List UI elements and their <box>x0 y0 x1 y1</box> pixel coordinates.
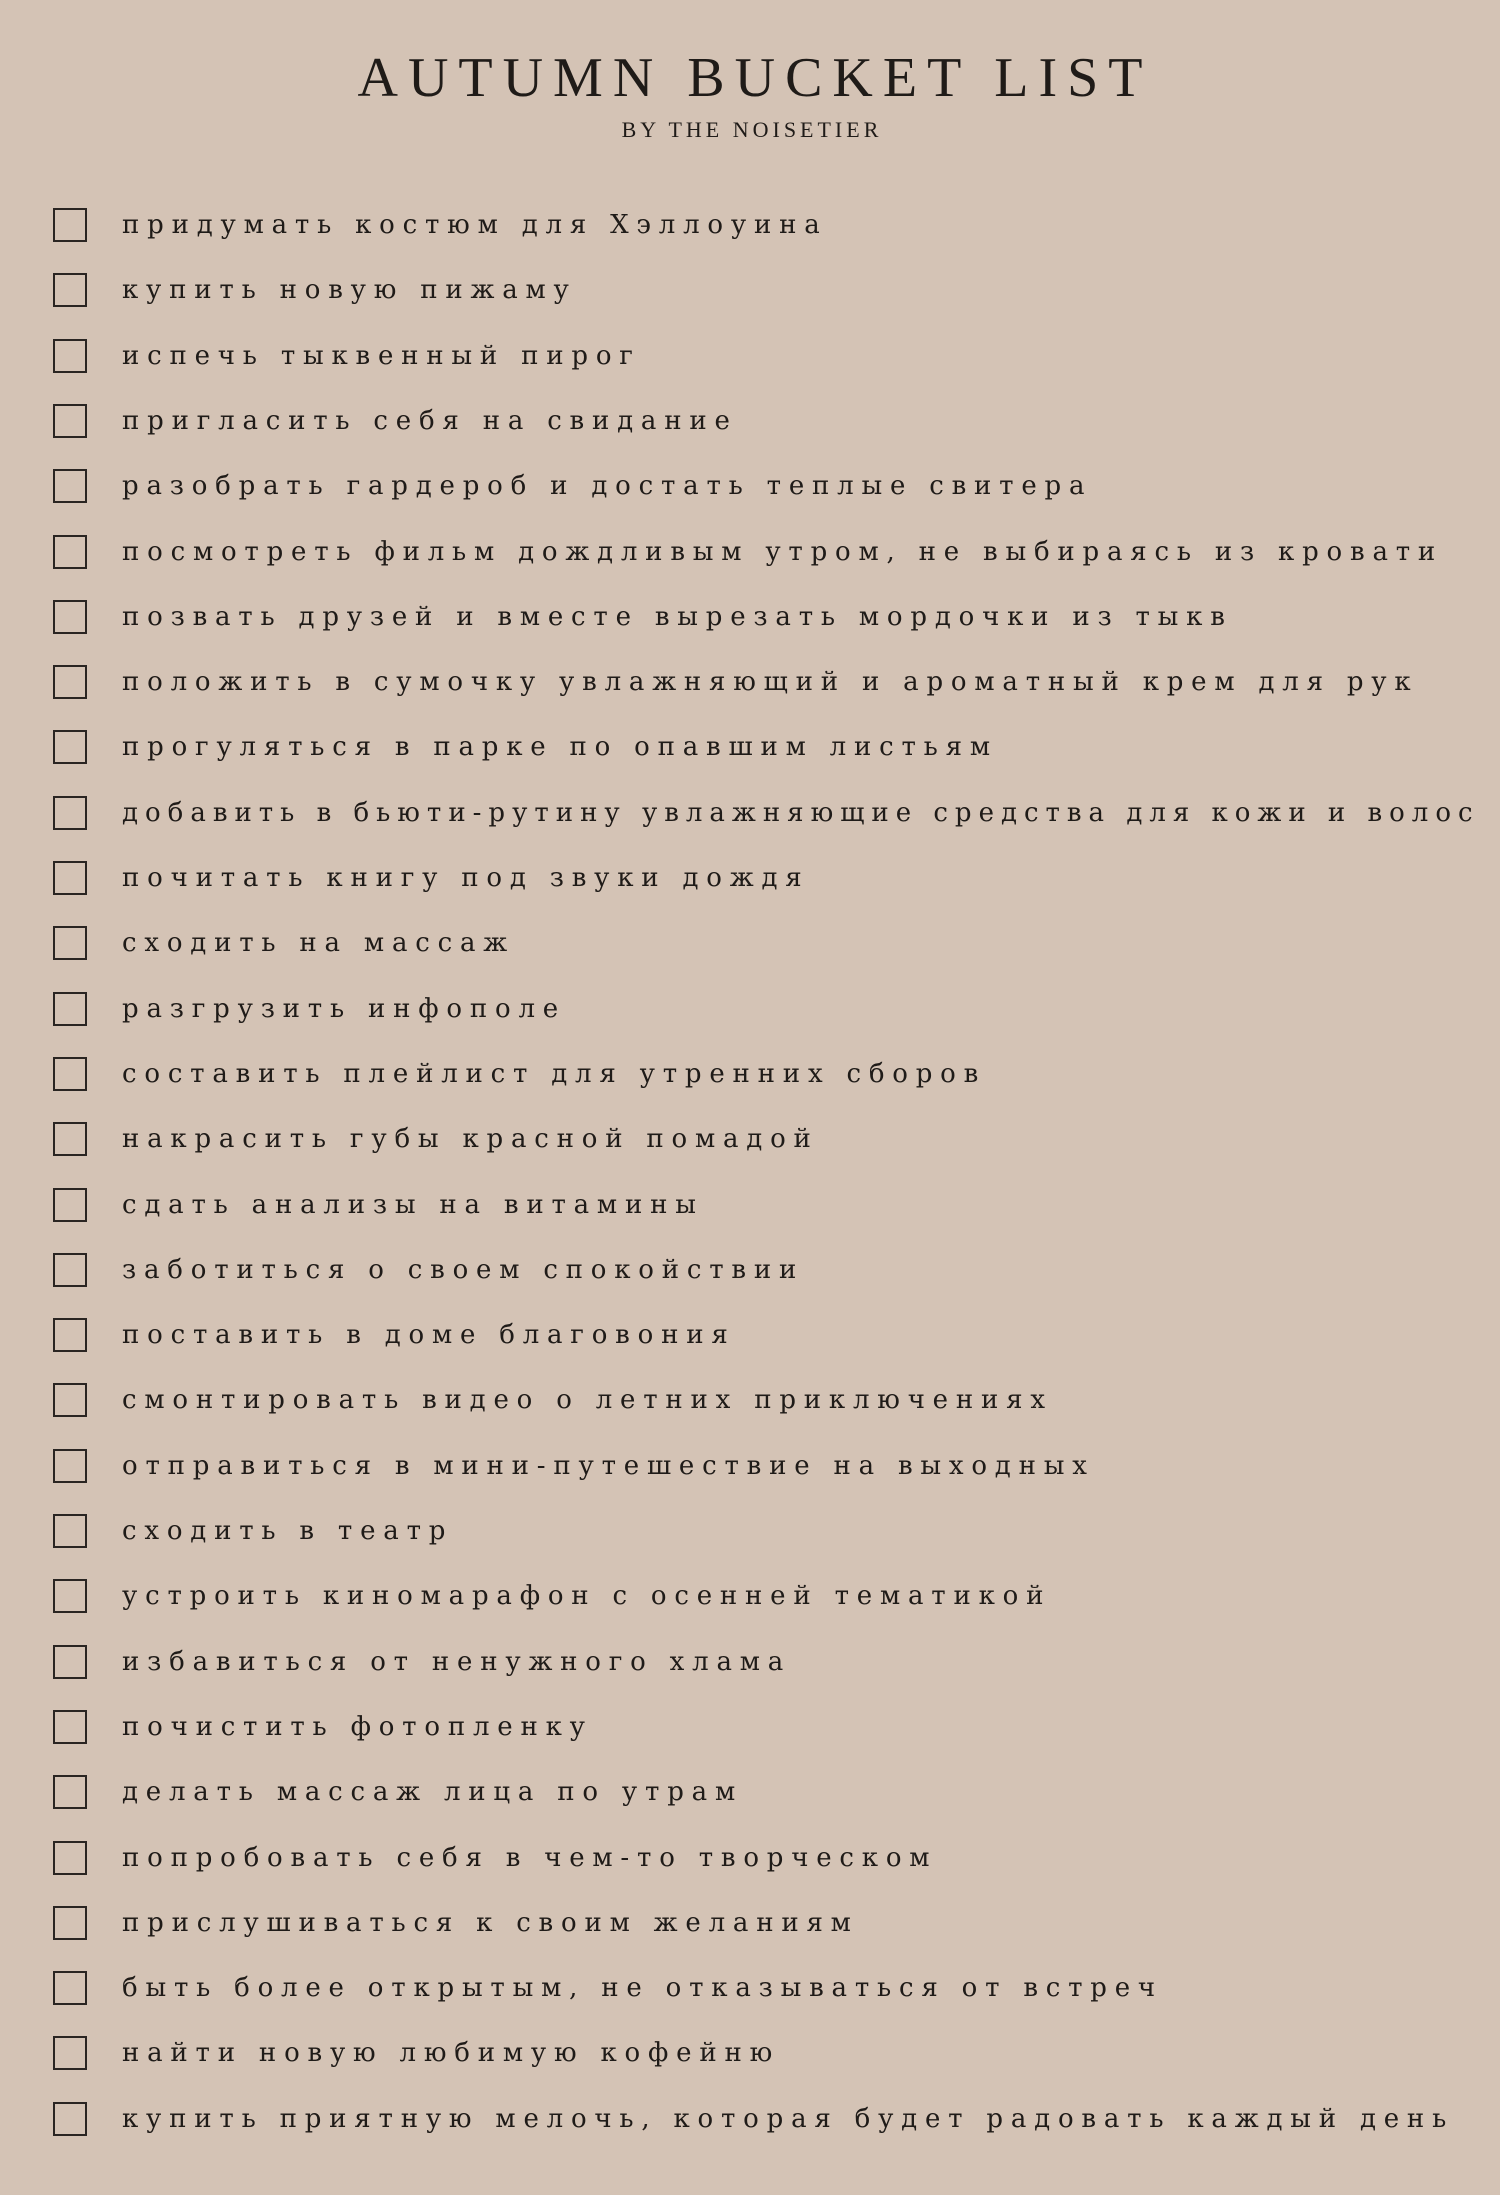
checkbox[interactable] <box>53 1449 87 1483</box>
checkbox[interactable] <box>53 1841 87 1875</box>
checklist-item-label: поставить в доме благовония <box>122 1320 736 1351</box>
checklist-item <box>0 402 1500 446</box>
checklist-item <box>0 1773 1500 1817</box>
checklist-item-label: испечь тыквенный пирог <box>122 340 641 371</box>
checkbox[interactable] <box>53 273 87 307</box>
checkbox[interactable] <box>53 1514 87 1548</box>
checkbox[interactable] <box>53 796 87 830</box>
checklist-item <box>0 1055 1500 1099</box>
checkbox[interactable] <box>53 926 87 960</box>
checkbox[interactable] <box>53 535 87 569</box>
checklist-item-label: сдать анализы на витамины <box>122 1189 704 1220</box>
checkbox[interactable] <box>53 1057 87 1091</box>
checkbox[interactable] <box>53 1253 87 1287</box>
checklist-item-label: придумать костюм для Хэллоуина <box>122 210 828 240</box>
checklist-item <box>0 206 1500 250</box>
checkbox[interactable] <box>53 665 87 699</box>
checklist-item-label: отправиться в мини-путешествие на выходных <box>122 1450 1095 1481</box>
checklist-item-label: разобрать гардероб и достать теплые свитера <box>122 471 1093 502</box>
checklist-item-label: прогуляться в парке по опавшим листьям <box>122 732 998 763</box>
page-subtitle: BY THE NOISETIER <box>621 117 883 142</box>
checkbox[interactable] <box>53 1188 87 1222</box>
checkbox[interactable] <box>53 600 87 634</box>
page-title: AUTUMN BUCKET LIST <box>357 47 1153 109</box>
checkbox[interactable] <box>53 1383 87 1417</box>
checklist-item <box>0 533 1500 577</box>
checkbox[interactable] <box>53 404 87 438</box>
checklist-item-label: заботиться о своем спокойствии <box>122 1254 805 1285</box>
checklist-item-label: почитать книгу под звуки дождя <box>122 863 810 893</box>
checklist-item-label: смонтировать видео о летних приключениях <box>122 1385 1053 1416</box>
checkbox[interactable] <box>53 861 87 895</box>
checklist-item <box>0 1120 1500 1164</box>
checklist-item <box>0 1251 1500 1295</box>
checkbox[interactable] <box>53 1122 87 1156</box>
checklist-item <box>0 663 1500 707</box>
checkbox[interactable] <box>53 2036 87 2070</box>
checkbox[interactable] <box>53 2102 87 2136</box>
checklist-item-label: позвать друзей и вместе вырезать мордочки из тыкв <box>122 601 1233 632</box>
checkbox[interactable] <box>53 339 87 373</box>
checkbox[interactable] <box>53 208 87 242</box>
checklist-item-label: найти новую любимую кофейню <box>122 2038 781 2069</box>
checklist-item-label: сходить в театр <box>122 1516 454 1546</box>
checklist-item <box>0 1512 1500 1556</box>
checklist-item <box>0 1904 1500 1948</box>
checklist-item <box>0 990 1500 1034</box>
checklist-item <box>0 598 1500 642</box>
checklist-item <box>0 2034 1500 2078</box>
checkbox[interactable] <box>53 730 87 764</box>
checklist-item-label: добавить в бьюти-рутину увлажняющие средства для кожи и волос <box>122 797 1480 828</box>
checklist-item <box>0 2100 1500 2144</box>
checklist-item <box>0 467 1500 511</box>
checkbox[interactable] <box>53 469 87 503</box>
checklist-item <box>0 1381 1500 1425</box>
checklist-item-label: накрасить губы красной помадой <box>122 1124 819 1155</box>
checklist-item-label: пригласить себя на свидание <box>122 405 738 436</box>
checklist-item-label: купить приятную мелочь, которая будет радовать каждый день <box>122 2103 1455 2134</box>
checklist-item <box>0 859 1500 903</box>
checklist-item-label: разгрузить инфополе <box>122 993 566 1024</box>
checkbox[interactable] <box>53 992 87 1026</box>
checklist-item <box>0 337 1500 381</box>
checkbox[interactable] <box>53 1645 87 1679</box>
checkbox[interactable] <box>53 1579 87 1613</box>
checklist-item-label: быть более открытым, не отказываться от встреч <box>122 1973 1163 2004</box>
checklist-item-label: прислушиваться к своим желаниям <box>122 1907 859 1938</box>
checklist-item-label: купить новую пижаму <box>122 275 577 306</box>
checklist-item <box>0 1186 1500 1230</box>
checklist-item-label: устроить киномарафон с осенней тематикой <box>122 1581 1052 1612</box>
checkbox[interactable] <box>53 1775 87 1809</box>
checklist-item-label: составить плейлист для утренних сборов <box>122 1058 987 1089</box>
checklist-item <box>0 271 1500 315</box>
checkbox[interactable] <box>53 1971 87 2005</box>
checklist-item <box>0 1708 1500 1752</box>
checklist-item <box>0 924 1500 968</box>
checklist-item <box>0 1643 1500 1687</box>
checklist-item-label: сходить на массаж <box>122 928 515 959</box>
checklist-item <box>0 1447 1500 1491</box>
checklist-item-label: почистить фотопленку <box>122 1711 593 1742</box>
checklist-item-label: посмотреть фильм дождливым утром, не выбираясь из кровати <box>122 536 1444 567</box>
checklist-item <box>0 794 1500 838</box>
checklist-item-label: избавиться от ненужного хлама <box>122 1646 792 1677</box>
checkbox[interactable] <box>53 1710 87 1744</box>
checklist-item-label: делать массаж лица по утрам <box>122 1777 743 1808</box>
checklist-item-label: попробовать себя в чем-то творческом <box>122 1842 938 1873</box>
checklist-item <box>0 1577 1500 1621</box>
checklist-item <box>0 1969 1500 2013</box>
checklist-item <box>0 1839 1500 1883</box>
checklist-item-label: положить в сумочку увлажняющий и ароматный крем для рук <box>122 667 1419 698</box>
checklist-item <box>0 728 1500 772</box>
checkbox[interactable] <box>53 1906 87 1940</box>
checklist-item <box>0 1316 1500 1360</box>
checkbox[interactable] <box>53 1318 87 1352</box>
